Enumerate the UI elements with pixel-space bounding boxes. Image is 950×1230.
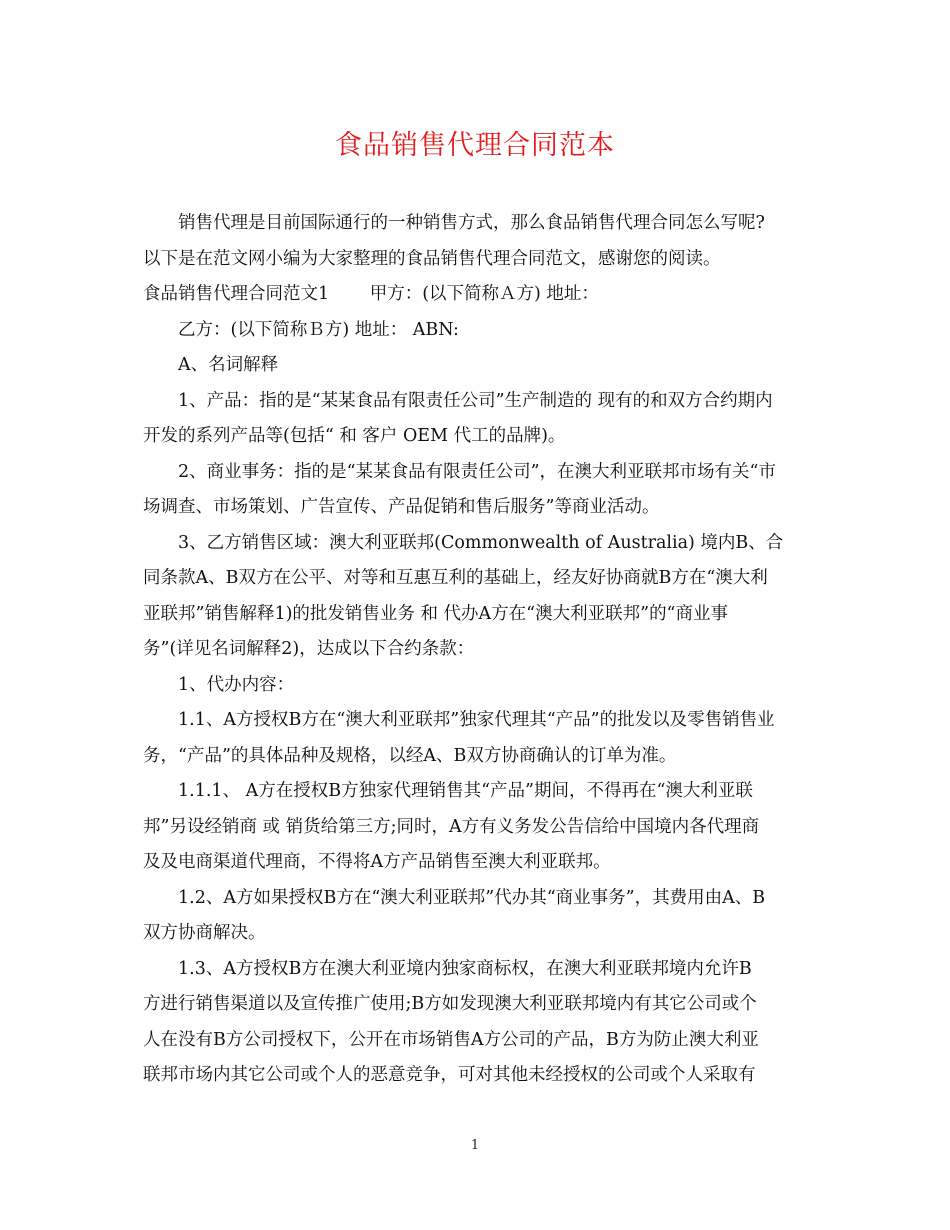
text-line: 1.1.1、 A方在授权B方独家代理销售其“产品”期间，不得再在“澳大利亚联 — [178, 781, 753, 801]
text-line: 1、代办内容： — [178, 674, 295, 695]
text-line: 销售代理是目前国际通行的一种销售方式，那么食品销售代理合同怎么写呢? — [178, 213, 765, 233]
page-number: 1 — [470, 1138, 480, 1153]
text-line: 亚联邦”销售解释1)的批发销售业务 和 代办A方在“澳大利亚联邦”的“商业事 — [143, 603, 729, 624]
document-title: 食品销售代理合同范本 — [335, 130, 615, 161]
text-line: 1.2、A方如果授权B方在“澳大利亚联邦”代办其“商业事务”，其费用由A、B — [178, 887, 766, 908]
text-line: 开发的系列产品等(包括“ 和 客户 OEM 代工的品牌)。 — [143, 426, 566, 446]
text-line: 邦”另设经销商 或 销货给第三方;同时，A方有义务发公告信给中国境内各代理商 — [143, 816, 760, 837]
text-line: 务，“产品”的具体品种及规格，以经A、B双方协商确认的订单为准。 — [143, 745, 677, 766]
text-line: 联邦市场内其它公司或个人的恶意竞争，可对其他未经授权的公司或个人采取有 — [143, 1065, 756, 1085]
text-line: 场调查、市场策划、广告宣传、产品促销和售后服务”等商业活动。 — [143, 497, 660, 517]
text-line: 1.3、A方授权B方在澳大利亚境内独家商标权，在澳大利亚联邦境内允许B — [178, 958, 752, 979]
text-line: 3、乙方销售区域：澳大利亚联邦(Commonwealth of Australia) 境内B、合 — [178, 532, 784, 553]
text-line: 食品销售代理合同范文1 甲方：(以下简称Ａ方) 地址： — [143, 284, 599, 304]
text-line: 乙方：(以下简称Ｂ方) 地址： ABN: — [178, 319, 459, 340]
text-line: 同条款A、B双方在公平、对等和互惠互利的基础上，经友好协商就B方在“澳大利 — [143, 568, 768, 588]
text-line: 以下是在范文网小编为大家整理的食品销售代理合同范文，感谢您的阅读。 — [143, 248, 721, 269]
text-line: 2、商业事务：指的是“某某食品有限责任公司”，在澳大利亚联邦市场有关“市 — [178, 461, 776, 482]
text-line: 及及电商渠道代理商，不得将A方产品销售至澳大利亚联邦。 — [143, 852, 611, 872]
text-line: 人在没有B方公司授权下，公开在市场销售A方公司的产品，B方为防止澳大利亚 — [143, 1029, 759, 1050]
text-line: 方进行销售渠道以及宣传推广使用;B方如发现澳大利亚联邦境内有其它公司或个 — [143, 994, 757, 1014]
text-line: 1、产品：指的是“某某食品有限责任公司”生产制造的 现有的和双方合约期内 — [178, 390, 773, 411]
text-line: 双方协商解决。 — [143, 923, 266, 943]
text-line: A、名词解释 — [178, 355, 279, 375]
document-body — [143, 206, 823, 1094]
text-line: 1.1、A方授权B方在“澳大利亚联邦”独家代理其“产品”的批发以及零售销售业 — [178, 710, 775, 730]
text-line: 务”(详见名词解释2)，达成以下合约条款： — [143, 639, 475, 659]
